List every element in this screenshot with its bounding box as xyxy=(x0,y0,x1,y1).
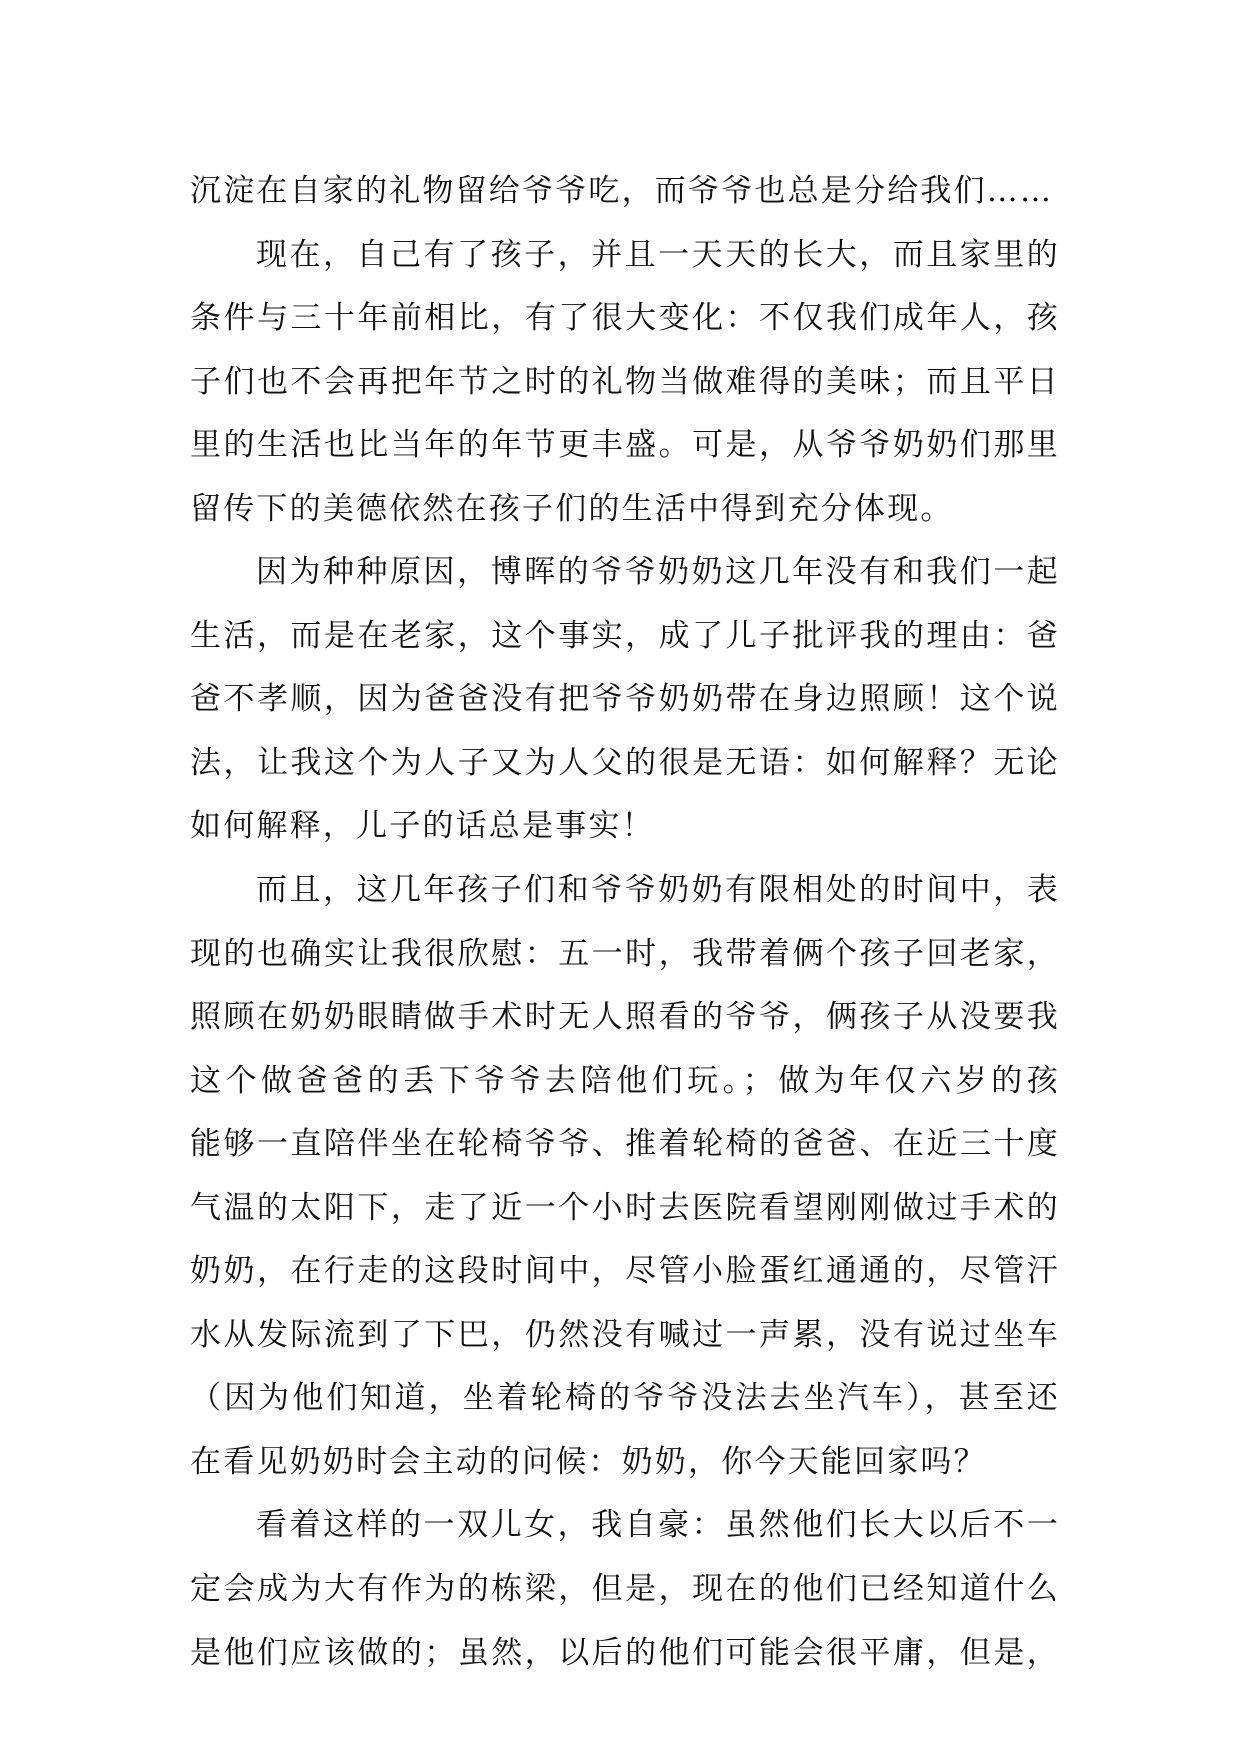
body-text xyxy=(190,160,1060,1685)
text-line: 能够一直陪伴坐在轮椅爷爷、推着轮椅的爸爸、在近三十度 xyxy=(190,1126,1060,1163)
text-line: 奶奶，在行走的这段时间中，尽管小脸蛋红通通的，尽管汗 xyxy=(190,1253,1060,1290)
text-line: （因为他们知道，坐着轮椅的爷爷没法去坐汽车），甚至还 xyxy=(190,1380,1060,1417)
text-line: 如何解释，儿子的话总是事实！ xyxy=(190,808,655,845)
text-line: 法，让我这个为人子又为人父的很是无语：如何解释？无论 xyxy=(190,744,1060,781)
text-line: 里的生活也比当年的年节更丰盛。可是，从爷爷奶奶们那里 xyxy=(190,427,1060,464)
paragraph-start-line: 而且，这几年孩子们和爷爷奶奶有限相处的时间中，表 xyxy=(256,872,1060,909)
text-line: 是他们应该做的；虽然，以后的他们可能会很平庸，但是， xyxy=(190,1634,1060,1671)
text-line: 气温的太阳下，走了近一个小时去医院看望刚刚做过手术的 xyxy=(190,1189,1060,1226)
paragraph-start-line: 看着这样的一双儿女，我自豪：虽然他们长大以后不一 xyxy=(256,1507,1060,1544)
text-line: 沉淀在自家的礼物留给爷爷吃，而爷爷也总是分给我们…… xyxy=(190,173,1054,209)
text-line: 在看见奶奶时会主动的问候：奶奶，你今天能回家吗？ xyxy=(190,1443,987,1480)
text-line: 留传下的美德依然在孩子们的生活中得到充分体现。 xyxy=(190,490,954,527)
text-line: 这个做爸爸的丢下爷爷去陪他们玩。；做为年仅六岁的孩 xyxy=(190,1062,1060,1099)
text-line: 照顾在奶奶眼睛做手术时无人照看的爷爷，俩孩子从没要我 xyxy=(190,999,1060,1036)
text-line: 生活，而是在老家，这个事实，成了儿子批评我的理由：爸 xyxy=(190,617,1060,654)
text-line: 子们也不会再把年节之时的礼物当做难得的美味；而且平日 xyxy=(190,363,1060,400)
text-line: 条件与三十年前相比，有了很大变化：不仅我们成年人，孩 xyxy=(190,300,1060,337)
text-line: 现的也确实让我很欣慰：五一时，我带着俩个孩子回老家， xyxy=(190,935,1060,972)
paragraph-start-line: 现在，自己有了孩子，并且一天天的长大，而且家里的 xyxy=(256,236,1060,273)
text-line: 定会成为大有作为的栋梁，但是，现在的他们已经知道什么 xyxy=(190,1571,1060,1608)
paragraph-start-line: 因为种种原因，博晖的爷爷奶奶这几年没有和我们一起 xyxy=(256,554,1060,591)
text-line: 水从发际流到了下巴，仍然没有喊过一声累，没有说过坐车 xyxy=(190,1316,1060,1353)
text-line: 爸不孝顺，因为爸爸没有把爷爷奶奶带在身边照顾！这个说 xyxy=(190,681,1060,718)
